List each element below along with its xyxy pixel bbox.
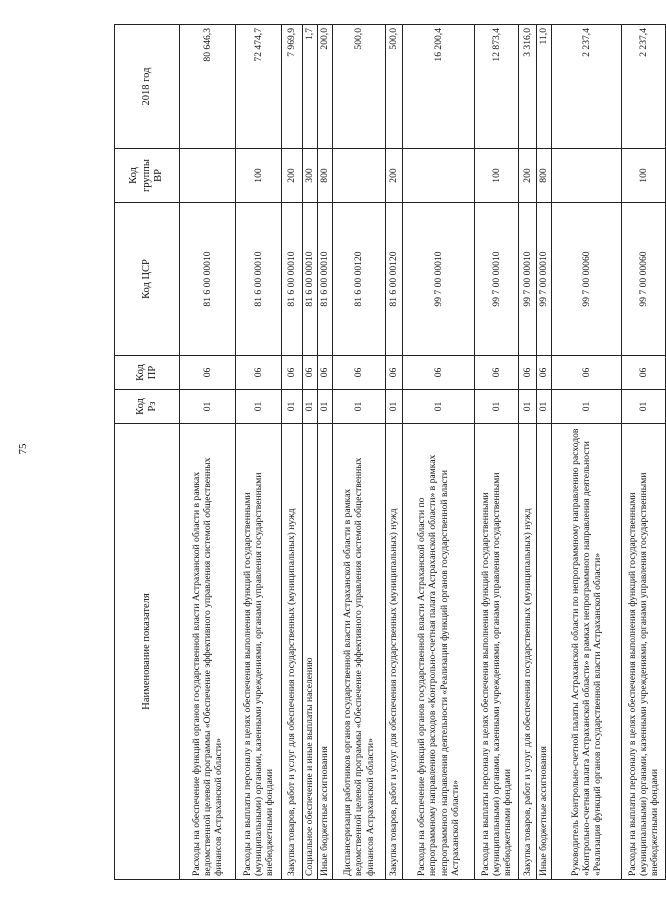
row-rz: 01 [318,390,333,424]
row-csr: 81 6 00 00010 [180,203,236,356]
row-vr: 200 [282,149,303,203]
budget-table [114,24,666,880]
row-name: Закупка товаров, работ и услуг для обеспечения государственных (муниципальных) нужд [282,424,303,880]
row-amount: 500,0 [386,25,403,149]
row-csr: 99 7 00 00010 [519,203,537,356]
row-vr: 800 [318,149,333,203]
row-rz: 01 [552,390,622,424]
row-amount: 80 646,3 [180,25,236,149]
row-amount: 11,0 [537,25,552,149]
row-csr: 99 7 00 00060 [552,203,622,356]
row-csr: 81 6 00 00010 [318,203,333,356]
row-name: Расходы на выплаты персоналу в целях обеспечения выполнения функций государственными (муниципальными) органами, казенными учреждениями, органами управления государственными внебюджетными фондами [622,424,666,880]
row-name: Закупка товаров, работ и услуг для обеспечения государственных (муниципальных) нужд [519,424,537,880]
row-csr: 81 6 00 00010 [282,203,303,356]
row-pr: 06 [537,356,552,390]
table-row [519,25,537,880]
row-vr: 100 [622,149,666,203]
row-csr: 99 7 00 00010 [403,203,475,356]
row-vr: 800 [537,149,552,203]
row-csr: 81 6 00 00010 [303,203,318,356]
row-pr: 06 [236,356,282,390]
row-rz: 01 [282,390,303,424]
row-vr [180,149,236,203]
row-pr: 06 [282,356,303,390]
row-amount: 72 474,7 [236,25,282,149]
row-vr [333,149,386,203]
row-pr: 06 [318,356,333,390]
table-row [282,25,303,880]
table-row [386,25,403,880]
table-row [403,25,475,880]
row-vr: 200 [386,149,403,203]
table-row [475,25,519,880]
row-name: Социальное обеспечение и иные выплаты населению [303,424,318,880]
row-pr: 06 [552,356,622,390]
table-row [303,25,318,880]
row-name: Иные бюджетные ассигнования [537,424,552,880]
row-name: Диспансеризация работников органов государственной власти Астраханской области в рамках ведомственной целевой программы «Обеспечение эффективного управления системой общественных финансов Астраханской области» [333,424,386,880]
row-vr: 200 [519,149,537,203]
row-csr: 81 6 00 00120 [386,203,403,356]
row-csr: 81 6 00 00120 [333,203,386,356]
row-rz: 01 [519,390,537,424]
row-rz: 01 [622,390,666,424]
row-rz: 01 [333,390,386,424]
row-pr: 06 [622,356,666,390]
row-csr: 99 7 00 00010 [475,203,519,356]
row-amount: 12 873,4 [475,25,519,149]
row-name: Расходы на выплаты персоналу в целях обеспечения выполнения функций государственными (муниципальными) органами, казенными учреждениями, органами управления государственными внебюджетными фондами [475,424,519,880]
row-rz: 01 [180,390,236,424]
header-vr: Код группы ВР [115,149,180,203]
row-amount: 16 200,4 [403,25,475,149]
header-csr: Код ЦСР [115,203,180,356]
header-pr: Код ПР [115,356,180,390]
row-pr: 06 [403,356,475,390]
row-name: Закупка товаров, работ и услуг для обеспечения государственных (муниципальных) нужд [386,424,403,880]
table-row [180,25,236,880]
row-rz: 01 [303,390,318,424]
row-pr: 06 [303,356,318,390]
row-amount: 7 969,9 [282,25,303,149]
row-rz: 01 [475,390,519,424]
table-row [318,25,333,880]
row-vr: 100 [475,149,519,203]
table-row [333,25,386,880]
row-csr: 99 7 00 00060 [622,203,666,356]
row-rz: 01 [386,390,403,424]
row-csr: 81 6 00 00010 [236,203,282,356]
row-amount: 2 237,4 [552,25,622,149]
row-vr: 100 [236,149,282,203]
row-amount: 2 237,4 [622,25,666,149]
row-csr: 99 7 00 00010 [537,203,552,356]
row-name: Иные бюджетные ассигнования [318,424,333,880]
row-pr: 06 [333,356,386,390]
row-amount: 200,0 [318,25,333,149]
row-vr: 300 [303,149,318,203]
table-row [622,25,666,880]
row-vr [552,149,622,203]
row-name: Расходы на выплаты персоналу в целях обеспечения выполнения функций государственными (муниципальными) органами, казенными учреждениями, органами управления государственными внебюджетными фондами [236,424,282,880]
row-amount: 3 316,0 [519,25,537,149]
row-rz: 01 [537,390,552,424]
table-header-row [115,25,180,880]
row-name: Расходы на обеспечение функций органов государственной власти Астраханской области в рамках ведомственной целевой программы «Обеспечение эффективного управления системой общественных финансов Астраханской области» [180,424,236,880]
table-row [537,25,552,880]
row-pr: 06 [180,356,236,390]
row-name: Руководитель Контрольно-счетной палаты Астраханской области по непрограммному направлению расходов «Контрольно-счетная палата Астраханской области» в рамках непрограммного направления деятельности «Реализация функций органов государственной власти Астраханской области» [552,424,622,880]
table-row [552,25,622,880]
header-rz: Код Рз [115,390,180,424]
row-pr: 06 [386,356,403,390]
row-rz: 01 [236,390,282,424]
row-amount: 1,7 [303,25,318,149]
row-rz: 01 [403,390,475,424]
row-pr: 06 [475,356,519,390]
page-number: 75 [17,443,29,455]
row-pr: 06 [519,356,537,390]
table-row [236,25,282,880]
header-name: Наименование показателя [115,424,180,880]
row-name: Расходы на обеспечение функций органов государственной власти Астраханской области по непрограммному направлению расходов «Контрольно-счетная палата Астраханской области» в рамках непрограммного направления деятельности «Реализация функций органов государственной власти Астраханской области» [403,424,475,880]
row-amount: 500,0 [333,25,386,149]
rotated-page-content [114,25,661,880]
row-vr [403,149,475,203]
header-year: 2018 год [115,25,180,149]
